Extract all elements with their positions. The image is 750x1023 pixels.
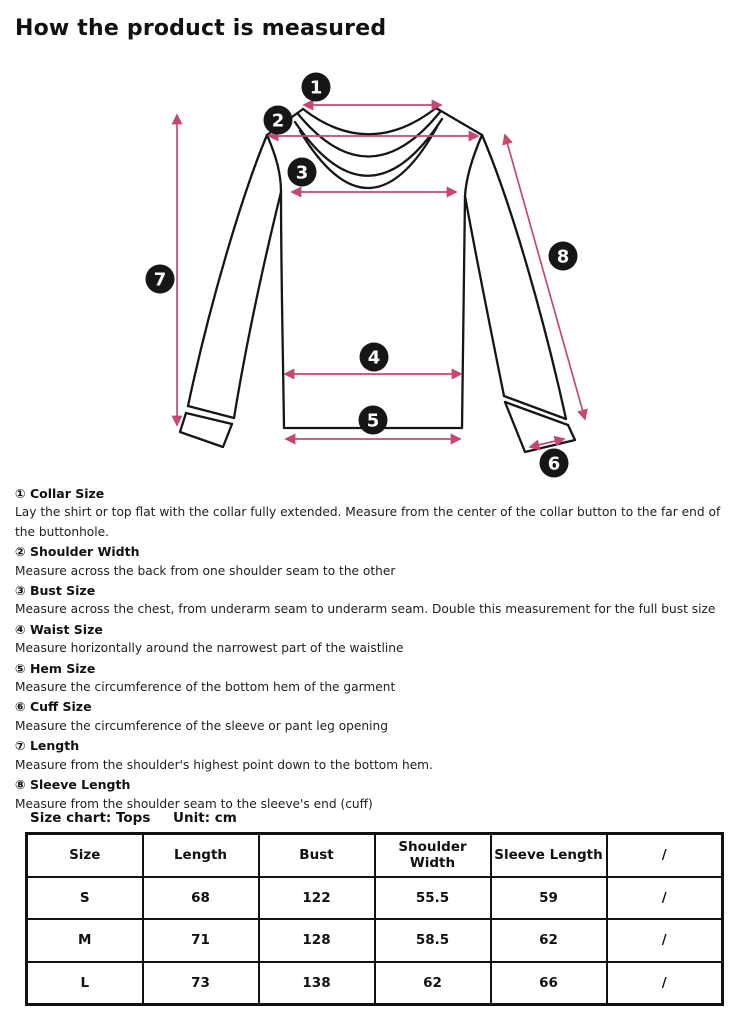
measurement-item (15, 697, 737, 736)
right-cuff-rib (504, 396, 566, 419)
right-sleeve-inner (465, 196, 504, 396)
cell-slash: / (607, 962, 723, 1005)
measurement-name: Waist Size (29, 621, 103, 637)
measurement-heading (15, 620, 737, 639)
table-row (27, 877, 723, 920)
cell-sleeve-length: 62 (491, 919, 607, 962)
diagram-marker-1 (302, 73, 331, 102)
collar-curve (303, 108, 436, 134)
measurement-item (15, 775, 737, 814)
measurement-number: ⑧ (15, 777, 26, 793)
measurement-desc: Measure across the chest, from underarm seam to underarm seam. Double this measurement for the full bust size (15, 602, 716, 617)
marker-label: 2 (271, 110, 285, 132)
measurement-item (15, 659, 737, 698)
measurement-name: Cuff Size (29, 699, 92, 715)
diagram-marker-7 (146, 265, 175, 294)
table-row (27, 962, 723, 1005)
cell-size: S (27, 877, 143, 920)
measurement-heading (15, 581, 737, 600)
measurement-name: Collar Size (29, 486, 105, 501)
cell-size: M (27, 919, 143, 962)
measurement-heading (15, 542, 737, 561)
measurement-desc: Lay the shirt or top flat with the collar fully extended. Measure from the center of the collar button to the far end of the buttonhole. (15, 505, 721, 539)
diagram-marker-5 (359, 406, 388, 435)
right-cuff-rib (505, 402, 568, 425)
measurement-heading (15, 775, 737, 794)
measure-line-sleeve (505, 135, 585, 419)
cell-length: 71 (143, 919, 259, 962)
diagram-marker-3 (288, 158, 317, 187)
cell-sleeve-length: 59 (491, 877, 607, 920)
body-left-edge (267, 135, 284, 428)
diagram-marker-8 (549, 242, 578, 271)
measurement-number: ① (15, 486, 26, 501)
cell-shoulder-width: 58.5 (375, 919, 491, 962)
cell-slash: / (607, 877, 723, 920)
cell-shoulder-width: 55.5 (375, 877, 491, 920)
column-header-bust: Bust (259, 834, 375, 877)
column-header-slash: / (607, 834, 723, 877)
diagram-marker-6 (540, 449, 569, 478)
measurement-number: ③ (15, 583, 26, 599)
measurement-desc: Measure from the shoulder seam to the sleeve's end (cuff) (15, 796, 373, 811)
cell-shoulder-width: 62 (375, 962, 491, 1005)
measurement-name: Hem Size (29, 660, 96, 676)
marker-label: 6 (547, 453, 561, 475)
unit-label: Unit: cm (173, 810, 237, 826)
measurement-number: ⑥ (15, 699, 26, 715)
marker-label: 7 (153, 269, 167, 291)
marker-label: 1 (309, 77, 323, 99)
column-header-length: Length (143, 834, 259, 877)
measurement-descriptions (15, 484, 737, 814)
measurement-item (15, 581, 737, 620)
table-row (27, 919, 723, 962)
measurement-heading (15, 736, 737, 755)
marker-label: 3 (295, 162, 309, 184)
measurement-item (15, 736, 737, 775)
cell-bust: 122 (259, 877, 375, 920)
cell-bust: 128 (259, 919, 375, 962)
measurement-item (15, 620, 737, 659)
measurement-heading (15, 659, 737, 678)
size-chart-table (25, 832, 724, 1006)
size-chart-caption (30, 810, 430, 830)
marker-label: 4 (367, 347, 381, 369)
measurement-desc: Measure horizontally around the narrowest part of the waistline (15, 641, 404, 656)
diagram-marker-2 (264, 106, 293, 135)
body-right-edge (462, 135, 482, 428)
cell-sleeve-length: 66 (491, 962, 607, 1005)
measurement-desc: Measure the circumference of the bottom hem of the garment (15, 680, 396, 695)
measurement-desc: Measure from the shoulder's highest point down to the bottom hem. (15, 757, 433, 772)
measurement-heading (15, 484, 737, 503)
column-header-size: Size (27, 834, 143, 877)
cell-length: 68 (143, 877, 259, 920)
measurement-number: ⑦ (15, 738, 26, 754)
collar-curve (295, 119, 442, 176)
measurement-item (15, 484, 737, 542)
measurement-number: ⑤ (15, 660, 26, 676)
left-sleeve-inner (234, 192, 281, 418)
measurement-name: Length (29, 738, 80, 754)
cell-size: L (27, 962, 143, 1005)
measurement-diagram (0, 70, 750, 480)
right-shoulder-seam (436, 108, 482, 135)
cell-slash: / (607, 919, 723, 962)
measurement-desc: Measure the circumference of the sleeve or pant leg opening (15, 718, 388, 733)
measurement-heading (15, 697, 737, 716)
measurement-number: ④ (15, 621, 26, 637)
marker-label: 8 (556, 246, 570, 268)
garment-outline (180, 108, 575, 452)
column-header-sleeve-length: Sleeve Length (491, 834, 607, 877)
left-sleeve-outer (188, 135, 267, 406)
size-chart-title: Size chart: Tops (30, 810, 151, 826)
right-sleeve-outer (482, 135, 566, 419)
table-header-row (27, 834, 723, 877)
measurement-desc: Measure across the back from one shoulder seam to the other (15, 563, 396, 578)
measurement-number: ② (15, 544, 26, 560)
diagram-marker-4 (360, 343, 389, 372)
column-header-shoulder-width: Shoulder Width (375, 834, 491, 877)
measurement-name: Bust Size (29, 583, 96, 599)
measurement-name: Sleeve Length (29, 777, 131, 793)
cell-bust: 138 (259, 962, 375, 1005)
marker-label: 5 (366, 410, 380, 432)
measurement-name: Shoulder Width (29, 544, 140, 560)
measurement-item (15, 542, 737, 581)
page-title: How the product is measured (15, 16, 387, 41)
cell-length: 73 (143, 962, 259, 1005)
